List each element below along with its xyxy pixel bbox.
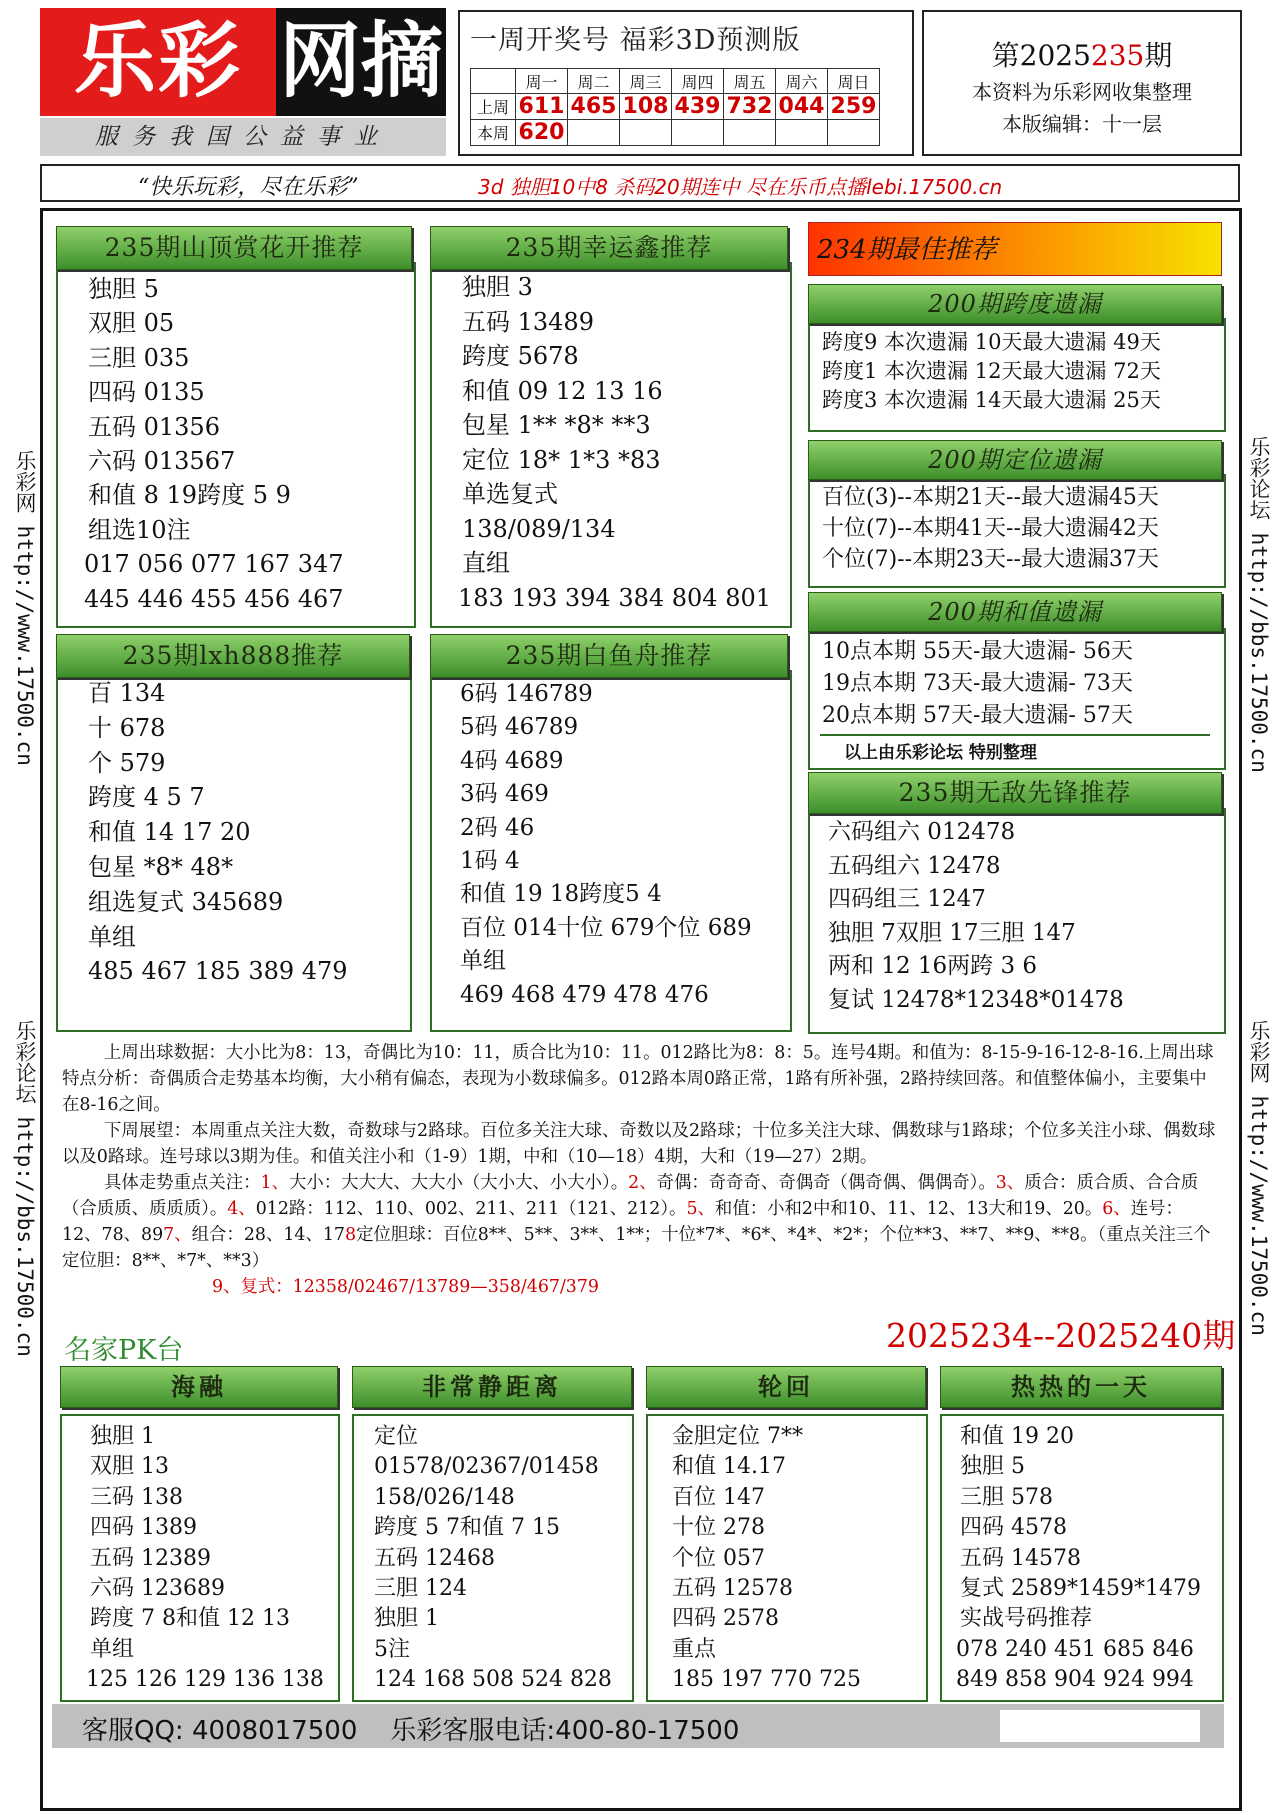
list-item: 三胆 578 xyxy=(960,1484,1053,1510)
row-label: 上周 xyxy=(471,94,516,120)
list-item: 跨度9 本次遗漏 10天最大遗漏 49天 xyxy=(822,330,1161,354)
source-note: 本资料为乐彩网收集整理 xyxy=(972,80,1192,104)
list-item: 六码 123689 xyxy=(90,1576,225,1602)
list-item: 4码 4689 xyxy=(460,747,564,774)
list-item: 单组 xyxy=(90,1636,135,1662)
issue-number: 第2025235期 xyxy=(991,39,1173,72)
list-item: 125 126 129 136 138 xyxy=(86,1667,324,1693)
list-item: 5码 46789 xyxy=(460,714,579,741)
pk-box-3 xyxy=(646,1414,928,1702)
pk-box-2 xyxy=(352,1414,634,1702)
this-week-row xyxy=(471,120,880,146)
pk-title-3: 轮回 xyxy=(646,1366,926,1408)
pk-title-1: 海融 xyxy=(60,1366,338,1408)
list-item: 158/026/148 xyxy=(374,1484,515,1510)
draw-number: 611 xyxy=(516,94,568,120)
list-item: 和值 14 17 20 xyxy=(88,818,251,847)
day-cell: 周一 xyxy=(516,69,568,94)
analysis-p4: 9、复式：12358/02467/13789—358/467/379 xyxy=(212,1277,600,1297)
list-item: 跨度3 本次遗漏 14天最大遗漏 25天 xyxy=(822,388,1161,412)
pk-list-2 xyxy=(354,1416,632,1696)
list-item: 组选10注 xyxy=(88,515,191,544)
baiyu-box xyxy=(430,670,792,1032)
sum-note: 以上由乐彩论坛 特别整理 xyxy=(844,743,1037,763)
pk-list-3 xyxy=(648,1416,926,1696)
lxh-title: 235期lxh888推荐 xyxy=(56,634,410,678)
list-item: 185 197 770 725 xyxy=(672,1667,861,1693)
list-item: 485 467 185 389 479 xyxy=(88,957,348,986)
draw-number: 108 xyxy=(620,94,672,120)
list-item: 6码 146789 xyxy=(460,681,593,707)
list-item: 单组 xyxy=(460,948,506,975)
list-item: 十位(7)--本期41天--最大遗漏42天 xyxy=(822,516,1159,541)
list-item: 五码 12578 xyxy=(672,1576,793,1602)
list-item: 独胆 1 xyxy=(374,1606,439,1632)
pos-list xyxy=(810,476,1224,575)
list-item: 五码 12468 xyxy=(374,1545,495,1571)
shanding-list xyxy=(58,264,414,616)
analysis-p3: 具体走势重点关注：1、大小：大大大、大大小（大小大、小大小）。2、奇偶：奇奇奇、奇偶奇（偶奇偶、偶偶奇）。3、质合：质合质、合合质（合质质、质质质）。4、012路：112、110、002、211、211（121、212）。5、和值：小和2中和10、11、12、13大和19、20。6、连号：12、78、897、组合：28、14、178定位胆球：百位8**、5**、3**、1**；十位*7*、*6*、*4*、*2*；个位**3、**7、**9、**8。（重点关注三个定位胆：8**、*7*、**3） xyxy=(62,1173,1211,1271)
list-item: 直组 xyxy=(462,549,510,577)
list-item: 跨度 4 5 7 xyxy=(88,783,205,812)
footer-blank-box xyxy=(1000,1710,1200,1742)
side-text-right-bottom: 乐彩网 http://www.17500.cn xyxy=(1247,1020,1271,1336)
draw-title: 一周开奖号 福彩3D预测版 xyxy=(470,25,801,56)
list-item: 复试 12478*12348*01478 xyxy=(828,986,1124,1013)
pk-title-4: 热热的一天 xyxy=(940,1366,1222,1408)
list-item: 百位 014十位 679个位 689 xyxy=(460,914,752,941)
banner-quote: “快乐玩彩，尽在乐彩” xyxy=(138,175,359,200)
xingyun-list xyxy=(432,264,790,615)
pk-label: 名家PK台 xyxy=(64,1335,184,1366)
day-cell: 周六 xyxy=(776,69,828,94)
list-item: 独胆 5 xyxy=(88,275,159,303)
list-item: 独胆 1 xyxy=(90,1424,155,1449)
span-list xyxy=(810,320,1224,415)
pk-list-4 xyxy=(942,1416,1222,1696)
list-item: 三胆 124 xyxy=(374,1576,467,1602)
xingyun-title: 235期幸运鑫推荐 xyxy=(430,226,788,270)
list-item: 138/089/134 xyxy=(462,514,616,543)
logo-red-text: 乐彩 xyxy=(40,8,276,116)
list-item: 469 468 479 478 476 xyxy=(460,981,709,1008)
list-item: 重点 xyxy=(672,1636,717,1662)
list-item: 五码 14578 xyxy=(960,1545,1081,1571)
draw-number xyxy=(672,120,724,146)
list-item: 跨度 5 7和值 7 15 xyxy=(374,1515,560,1541)
analysis-p1: 上周出球数据：大小比为8：13，奇偶比为10：11，质合比为10：11。012路比为8：8：5。连号4期。和值为：8-15-9-16-12-8-16.上周出球特点分析：奇偶质合走势基本均衡，大小稍有偏态，表现为小数球偏多。012路本周0路正常，1路有所补强，2路持续回落。和值整体偏小，主要集中在8-16之间。 xyxy=(62,1043,1214,1115)
baiyu-list xyxy=(432,672,790,1012)
list-item: 三胆 035 xyxy=(88,343,190,372)
logo-black-text: 网摘 xyxy=(276,8,446,116)
pk-title-2: 非常静距离 xyxy=(352,1366,632,1408)
draw-number xyxy=(568,120,620,146)
list-item: 双胆 13 xyxy=(90,1454,169,1480)
banner-promo: 3d 独胆10中8 杀码20期连中 尽在乐币点播lebi.17500.cn xyxy=(478,175,1003,199)
logo xyxy=(40,8,446,116)
list-item: 183 193 394 384 804 801 xyxy=(458,583,771,612)
editor-note: 本版编辑：十一层 xyxy=(1002,112,1162,136)
list-item: 124 168 508 524 828 xyxy=(374,1667,612,1693)
list-item: 三码 138 xyxy=(90,1484,183,1510)
list-item: 20点本期 57天-最大遗漏- 57天 xyxy=(822,703,1133,728)
wudi-list xyxy=(810,810,1224,1017)
sum-list xyxy=(810,630,1224,732)
list-item: 独胆 5 xyxy=(960,1454,1025,1480)
list-item: 445 446 455 456 467 xyxy=(84,584,344,613)
day-cell: 周三 xyxy=(620,69,672,94)
wudi-box xyxy=(808,808,1226,1034)
list-item: 独胆 3 xyxy=(462,273,533,301)
pk-period: 2025234--2025240期 xyxy=(886,1316,1236,1355)
footer-bar xyxy=(52,1704,1224,1748)
list-item: 五码 13489 xyxy=(462,307,594,336)
list-item: 四码 1389 xyxy=(90,1515,197,1541)
day-cell: 周二 xyxy=(568,69,620,94)
list-item: 定位 18* 1*3 *83 xyxy=(462,445,661,474)
lxh-list xyxy=(58,672,410,989)
list-item: 六码 013567 xyxy=(88,447,236,476)
list-item: 百位(3)--本期21天--最大遗漏45天 xyxy=(822,485,1159,510)
draw-number xyxy=(776,120,828,146)
lxh-box xyxy=(56,670,412,1032)
slogan: 服务我国公益事业 xyxy=(40,118,446,156)
analysis-p2: 下周展望：本周重点关注大数，奇数球与2路球。百位多关注大球、奇数以及2路球；十位多关注大球、偶数球与1路球；个位多关注小球、偶数球以及0路球。连号球以3期为佳。和值关注小和（1-9）1期，中和（10—18）4期，大和（19—27）2期。 xyxy=(62,1121,1216,1167)
list-item: 定位 xyxy=(374,1424,419,1449)
list-item: 和值 14.17 xyxy=(672,1454,786,1480)
list-item: 跨度1 本次遗漏 12天最大遗漏 72天 xyxy=(822,359,1161,383)
list-item: 个位(7)--本期23天--最大遗漏37天 xyxy=(822,547,1159,572)
list-item: 百位 147 xyxy=(672,1484,765,1510)
list-item: 和值 19 20 xyxy=(960,1424,1074,1449)
list-item: 2码 46 xyxy=(460,814,535,841)
list-item: 十位 278 xyxy=(672,1515,765,1541)
day-cell: 周四 xyxy=(672,69,724,94)
issue-panel xyxy=(922,10,1242,156)
list-item: 个 579 xyxy=(88,748,166,777)
list-item: 四码 0135 xyxy=(88,378,205,407)
list-item: 两和 12 16两跨 3 6 xyxy=(828,953,1038,979)
list-item: 四码组三 1247 xyxy=(828,886,986,912)
list-item: 和值 8 19跨度 5 9 xyxy=(88,481,291,510)
last-week-row xyxy=(471,94,880,120)
list-item: 四码 2578 xyxy=(672,1606,779,1632)
analysis-text xyxy=(62,1040,1222,1300)
list-item: 实战号码推荐 xyxy=(960,1606,1093,1632)
list-item: 五码 12389 xyxy=(90,1545,211,1571)
draw-number: 732 xyxy=(724,94,776,120)
span-title: 200期跨度遗漏 xyxy=(808,284,1222,324)
list-item: 单选复式 xyxy=(462,480,558,508)
draw-number xyxy=(620,120,672,146)
list-item: 849 858 904 924 994 xyxy=(956,1667,1194,1693)
baiyu-title: 235期白鱼舟推荐 xyxy=(430,634,788,678)
list-item: 五码 01356 xyxy=(88,412,220,441)
span-box xyxy=(808,318,1226,432)
draw-number xyxy=(828,120,880,146)
list-item: 四码 4578 xyxy=(960,1515,1067,1541)
list-item: 19点本期 73天-最大遗漏- 73天 xyxy=(822,671,1133,696)
list-item: 078 240 451 685 846 xyxy=(956,1636,1194,1662)
banner xyxy=(40,164,1240,202)
pos-box xyxy=(808,474,1226,588)
sum-box xyxy=(808,628,1226,770)
side-text-right-top: 乐彩论坛 http://bbs.17500.cn xyxy=(1247,436,1271,773)
draw-number: 439 xyxy=(672,94,724,120)
list-item: 和值 19 18跨度5 4 xyxy=(460,881,662,908)
shanding-title: 235期山顶赏花开推荐 xyxy=(56,226,412,270)
list-item: 金胆定位 7** xyxy=(672,1424,803,1449)
list-item: 01578/02367/01458 xyxy=(374,1454,599,1480)
draw-table xyxy=(470,68,880,146)
list-item: 包星 1** *8* **3 xyxy=(462,411,651,439)
divider xyxy=(820,734,1210,736)
draw-number: 465 xyxy=(568,94,620,120)
footer-contact: 客服QQ: 4008017500 乐彩客服电话:400-80-17500 xyxy=(82,1716,740,1746)
draw-number xyxy=(724,120,776,146)
list-item: 10点本期 55天-最大遗漏- 56天 xyxy=(822,639,1133,664)
list-item: 包星 *8* 48* xyxy=(88,852,234,881)
pk-box-1 xyxy=(60,1414,340,1702)
day-cell: 周五 xyxy=(724,69,776,94)
pos-title: 200期定位遗漏 xyxy=(808,440,1222,480)
list-item: 和值 09 12 13 16 xyxy=(462,376,663,405)
list-item: 3码 469 xyxy=(460,781,549,808)
list-item: 六码组六 012478 xyxy=(828,819,1016,845)
sum-title: 200期和值遗漏 xyxy=(808,592,1222,632)
pk-list-1 xyxy=(62,1416,338,1696)
draw-number: 620 xyxy=(516,120,568,146)
list-item: 百 134 xyxy=(88,679,166,707)
weekly-draw-panel xyxy=(458,10,914,156)
list-item: 跨度 5678 xyxy=(462,342,579,370)
shanding-box xyxy=(56,262,416,628)
day-cell: 周日 xyxy=(828,69,880,94)
list-item: 双胆 05 xyxy=(88,309,175,338)
list-item: 跨度 7 8和值 12 13 xyxy=(90,1606,290,1632)
list-item: 复式 2589*1459*1479 xyxy=(960,1576,1201,1602)
row-label: 本周 xyxy=(471,120,516,146)
list-item: 独胆 7双胆 17三胆 147 xyxy=(828,919,1076,946)
list-item: 十 678 xyxy=(88,713,166,742)
pk-box-4 xyxy=(940,1414,1224,1702)
xingyun-box xyxy=(430,262,792,628)
draw-number: 044 xyxy=(776,94,828,120)
side-text-left-top: 乐彩网 http://www.17500.cn xyxy=(13,450,37,766)
best-title: 234期最佳推荐 xyxy=(808,222,1222,276)
list-item: 5注 xyxy=(374,1636,410,1662)
list-item: 1码 4 xyxy=(460,848,520,875)
list-item: 组选复式 345689 xyxy=(88,887,284,916)
list-item: 017 056 077 167 347 xyxy=(84,550,344,579)
list-item: 单组 xyxy=(88,922,136,951)
list-item: 个位 057 xyxy=(672,1545,765,1571)
draw-number: 259 xyxy=(828,94,880,120)
list-item: 五码组六 12478 xyxy=(828,852,1001,879)
wudi-title: 235期无敌先锋推荐 xyxy=(808,772,1222,814)
side-text-left-bottom: 乐彩论坛 http://bbs.17500.cn xyxy=(13,1020,37,1357)
draw-header-row xyxy=(471,69,880,94)
